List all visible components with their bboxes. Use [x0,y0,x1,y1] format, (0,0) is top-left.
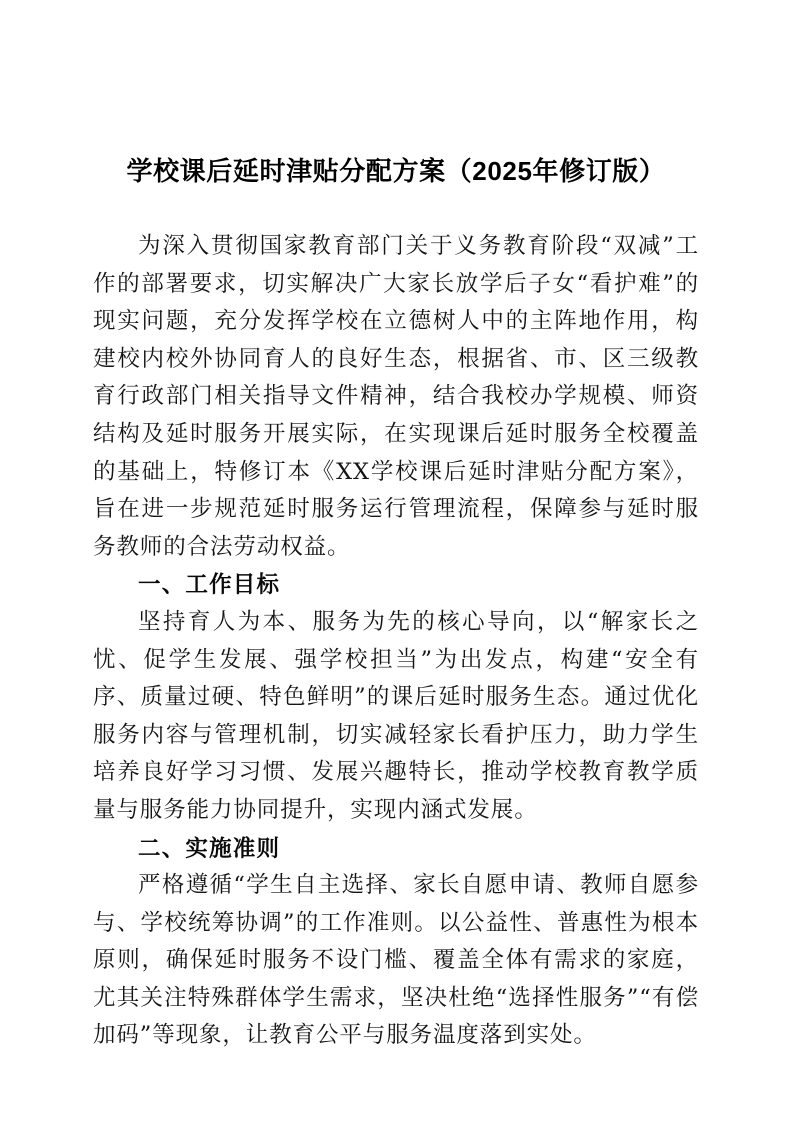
document-content [93,228,699,1055]
section-1-paragraph: 坚持育人为本、服务为先的核心导向，以“解家长之忧、促学生发展、强学校担当”为出发点，构建“安全有序、质量过硬、特色鲜明”的课后延时服务生态。通过优化服务内容与管理机制，切实减轻家长看护压力，助力学生培养良好学习习惯、发展兴趣特长，推动学校教育教学质量与服务能力协同提升，实现内涵式发展。 [93,608,699,823]
preamble-paragraph: 为深入贯彻国家教育部门关于义务教育阶段“双减”工作的部署要求，切实解决广大家长放学后子女“看护难”的现实问题，充分发挥学校在立德树人中的主阵地作用，构建校内校外协同育人的良好生态，根据省、市、区三级教育行政部门相关指导文件精神，结合我校办学规模、师资结构及延时服务开展实际，在实现课后延时服务全校覆盖的基础上，特修订本《XX学校课后延时津贴分配方案》，旨在进一步规范延时服务运行管理流程，保障参与延时服务教师的合法劳动权益。 [93,233,699,560]
section-heading-1: 一、工作目标 [138,572,281,598]
section-heading-2: 二、实施准则 [138,835,281,861]
section-2-paragraph: 严格遵循“学生自主选择、家长自愿申请、教师自愿参与、学校统筹协调”的工作准则。以公益性、普惠性为根本原则，确保延时服务不设门槛、覆盖全体有需求的家庭，尤其关注特殊群体学生需求，坚决杜绝“选择性服务”“有偿加码”等现象，让教育公平与服务温度落到实处。 [93,872,699,1049]
page-title: 学校课后延时津贴分配方案（2025年修订版） [126,156,666,186]
